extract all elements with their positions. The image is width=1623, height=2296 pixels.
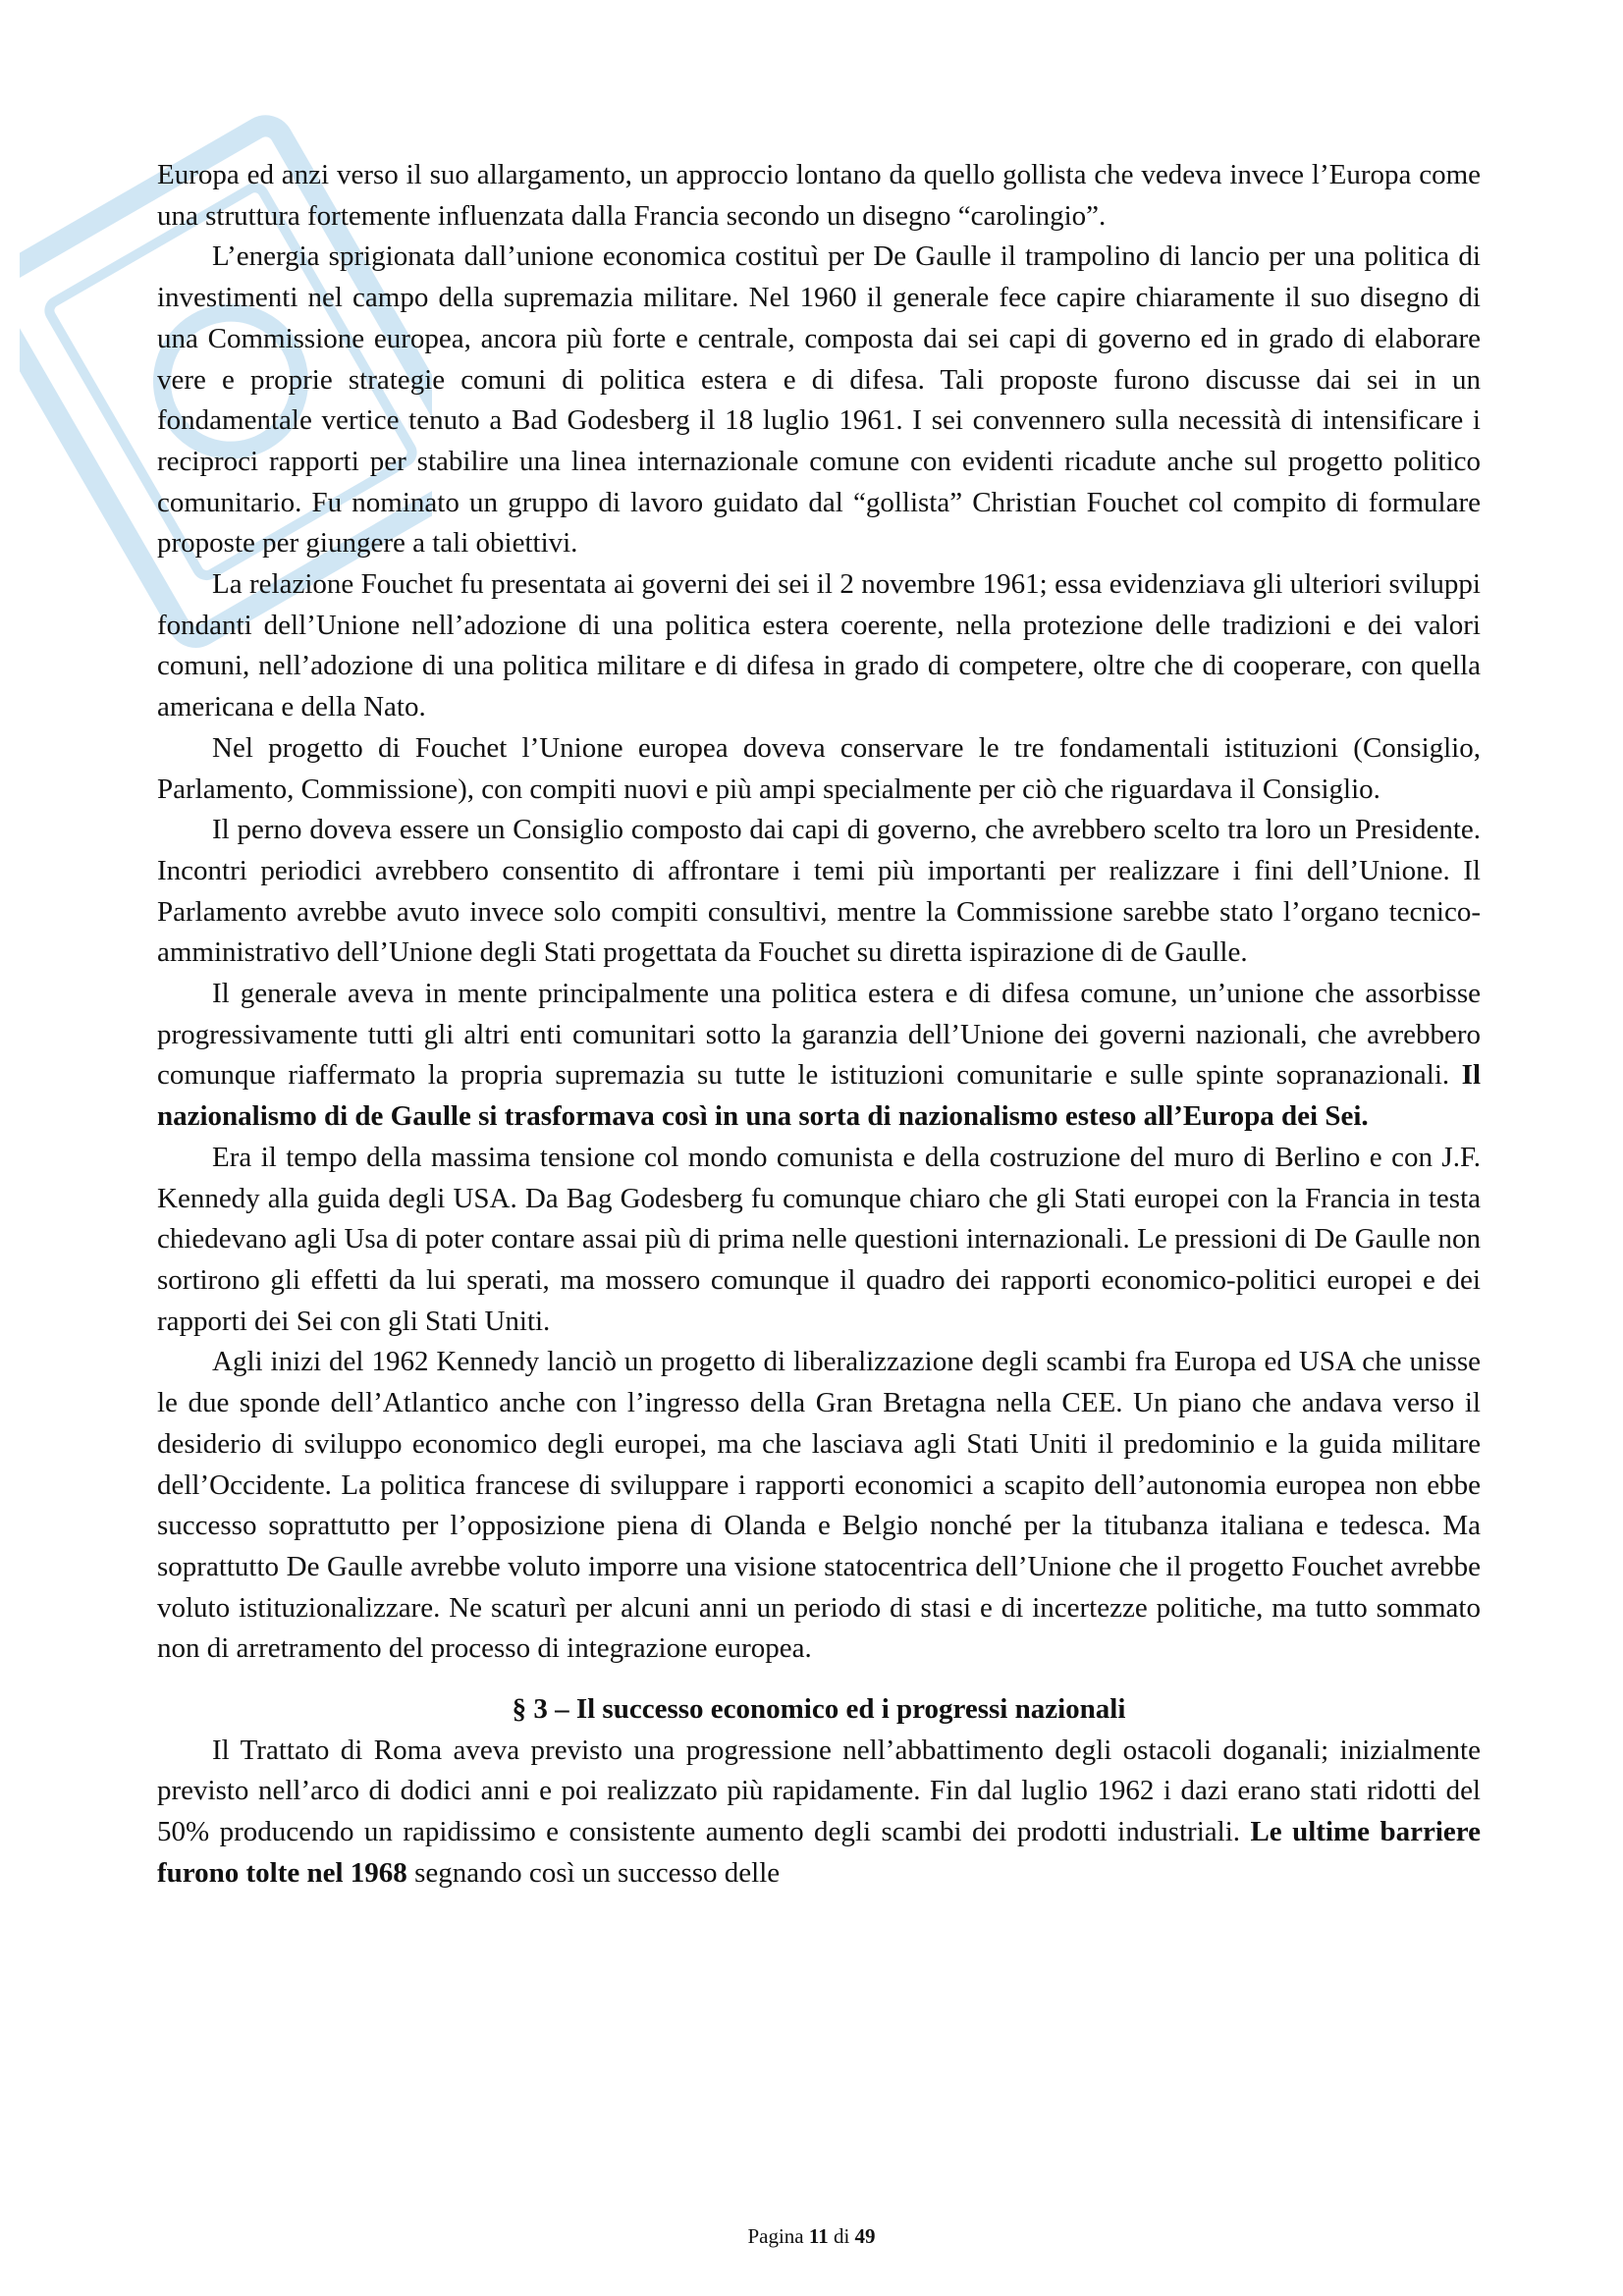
paragraph [157, 974, 1481, 1138]
text-run: Il Trattato di Roma aveva previsto una progressione nell’abbattimento degli ostacoli doganali; inizialmente previsto nell’arco di dodici anni e poi realizzato più rapidamente. Fin dal luglio 1962 i dazi erano stati ridotti del 50% producendo un rapidissimo e consistente aumento degli scambi dei prodotti industriali. [157, 1734, 1481, 1848]
paragraph [157, 810, 1481, 974]
body-text [157, 155, 1481, 1670]
text-run: Il generale aveva in mente principalmente una politica estera e di difesa comune, un’unione che assorbisse progressivamente tutti gli altri enti comunitari sotto la garanzia dell’Unione dei governi nazionali, che avrebbero comunque riaffermato la propria supremazia su tutte le istituzioni comunitarie e sulle spinte sopranazionali. [157, 978, 1481, 1092]
current-page-number: 11 [808, 2224, 829, 2248]
paragraph [157, 1342, 1481, 1670]
section-heading: § 3 – Il successo economico ed i progressi nazionali [512, 1693, 1126, 1726]
text-run: Il perno doveva essere un Consiglio composto dai capi di governo, che avrebbero scelto tra loro un Presidente. Incontri periodici avrebbero consentito di affrontare i temi più importanti per realizzare i fini dell’Unione. Il Parlamento avrebbe avuto invece solo compiti consultivi, mentre la Commissione sarebbe stato l’organo tecnico-amministrativo dell’Unione degli Stati progettata da Fouchet su diretta ispirazione di de Gaulle. [157, 814, 1481, 969]
page-footer [0, 2222, 1623, 2250]
text-run: Europa ed anzi verso il suo allargamento, un approccio lontano da quello gollista che vedeva invece l’Europa come una struttura fortemente influenzata dalla Francia secondo un disegno “carolingio”. [157, 159, 1481, 232]
paragraph [157, 564, 1481, 728]
paragraph [157, 728, 1481, 810]
paragraph [157, 1731, 1481, 1895]
paragraph [157, 1138, 1481, 1343]
total-pages: 49 [854, 2224, 876, 2248]
paragraph [157, 237, 1481, 564]
text-run: segnando così un successo delle [406, 1856, 781, 1889]
bold-text: Il nazionalismo di de Gaulle si trasformava così in una sorta di nazionalismo esteso all’Europa dei Sei. [157, 1059, 1481, 1133]
paragraph [157, 155, 1481, 237]
text-run: Agli inizi del 1962 Kennedy lanciò un progetto di liberalizzazione degli scambi fra Europa ed USA che unisse le due sponde dell’Atlantico anche con l’ingresso della Gran Bretagna nella CEE. Un piano che andava verso il desiderio di sviluppo economico degli europei, ma che lasciava agli Stati Uniti il predominio e la guida militare dell’Occidente. La politica francese di sviluppare i rapporti economici a scapito dell’autonomia europea non ebbe successo soprattutto per l’opposizione piena di Olanda e Belgio nonché per la titubanza italiana e tedesca. Ma soprattutto De Gaulle avrebbe voluto imporre una visione statocentrica dell’Unione che il progetto Fouchet avrebbe voluto istituzionalizzare. Ne scaturì per alcuni anni un periodo di stasi e di incertezze politiche, ma tutto sommato non di arretramento del processo di integrazione europea. [157, 1346, 1481, 1665]
document-page [157, 155, 1481, 1895]
text-run: Nel progetto di Fouchet l’Unione europea doveva conservare le tre fondamentali istituzioni (Consiglio, Parlamento, Commissione), con compiti nuovi e più ampi specialmente per ciò che riguardava il Consiglio. [157, 731, 1481, 805]
text-run: Era il tempo della massima tensione col mondo comunista e della costruzione del muro di Berlino e con J.F. Kennedy alla guida degli USA. Da Bag Godesberg fu comunque chiaro che gli Stati europei con la Francia in testa chiedevano agli Usa di poter contare assai più di prima nelle questioni internazionali. Le pressioni di De Gaulle non sortirono gli effetti da lui sperati, ma mossero comunque il quadro dei rapporti economico-politici europei e dei rapporti dei Sei con gli Stati Uniti. [157, 1141, 1481, 1337]
section-body-text [157, 1731, 1481, 1895]
page-separator: di [828, 2224, 855, 2248]
text-run: L’energia sprigionata dall’unione economica costituì per De Gaulle il trampolino di lancio per una politica di investimenti nel campo della supremazia militare. Nel 1960 il generale fece capire chiaramente il suo disegno di una Commissione europea, ancora più forte e centrale, composta dai sei capi di governo ed in grado di elaborare vere e proprie strategie comuni di politica estera e di difesa. Tali proposte furono discusse dai sei in un fondamentale vertice tenuto a Bad Godesberg il 18 luglio 1961. I sei convennero sulla necessità di intensificare i reciproci rapporti per stabilire una linea internazionale comune con evidenti ricadute anche sul progetto politico comunitario. Fu nominato un gruppo di lavoro guidato dal “gollista” Christian Fouchet col compito di formulare proposte per giungere a tali obiettivi. [157, 240, 1481, 560]
text-run: La relazione Fouchet fu presentata ai governi dei sei il 2 novembre 1961; essa evidenziava gli ulteriori sviluppi fondanti dell’Unione nell’adozione di una politica estera coerente, nella protezione delle tradizioni e dei valori comuni, nell’adozione di una politica militare e di difesa in grado di competere, oltre che di cooperare, con quella americana e della Nato. [157, 568, 1481, 723]
page-label: Pagina [747, 2224, 809, 2248]
bold-text: Le ultime barriere furono tolte nel 1968 [157, 1816, 1481, 1889]
